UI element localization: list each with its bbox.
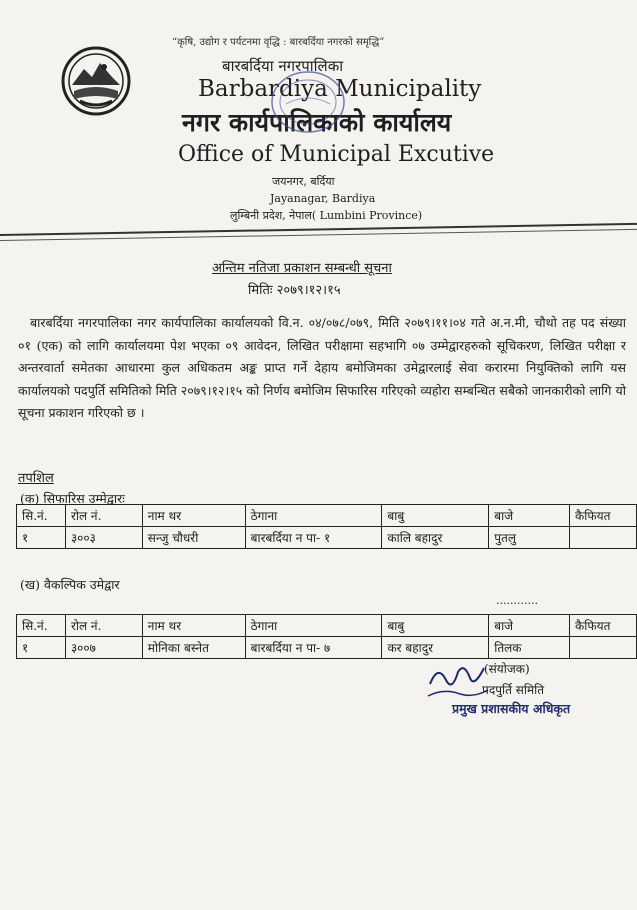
signatory-role: (संयोजक) xyxy=(484,662,530,676)
government-emblem-logo xyxy=(60,45,132,117)
table-row xyxy=(17,637,637,659)
cell-grandfather: पुतलु xyxy=(489,527,570,549)
header-remarks: कैफियत xyxy=(570,505,637,527)
header-father: बाबु xyxy=(382,505,489,527)
cell-remarks xyxy=(570,527,637,549)
recommended-candidates-table xyxy=(16,504,637,549)
cell-father: कर बहादुर xyxy=(382,637,489,659)
address-english: Jayanagar, Bardiya xyxy=(270,192,376,205)
cell-name: मोनिका बस्नेत xyxy=(142,637,245,659)
table-row xyxy=(17,527,637,549)
notice-date: मितिः २०७९।१२।१५ xyxy=(248,283,341,298)
header-address: ठेगाना xyxy=(245,615,382,637)
chief-administrative-officer: प्रमुख प्रशासकीय अधिकृत xyxy=(452,701,571,716)
details-heading: तपशिल xyxy=(18,471,54,486)
notice-title: अन्तिम नतिजा प्रकाशन सम्बन्धी सूचना xyxy=(212,261,392,276)
header-grandfather: बाजे xyxy=(489,615,570,637)
address-nepali: जयनगर, बर्दिया xyxy=(272,175,335,188)
cell-roll: ३००३ xyxy=(65,527,142,549)
cell-name: सन्जु चौधरी xyxy=(142,527,245,549)
letterhead-tagline: “कृषि, उद्योग र पर्यटनमा वृद्धि : बारबर्दिया नगरको समृद्धि” xyxy=(172,37,385,48)
section-a-prefix: (क) xyxy=(20,491,44,506)
alternate-candidates-table xyxy=(16,614,637,659)
header-father: बाबु xyxy=(382,615,489,637)
notice-body: बारबर्दिया नगरपालिका नगर कार्यपालिका कार्यालयको वि.न. ०४/०७८/०७९, मिति २०७९।११।०४ गते अ.न.मी, चौथो तह पद संख्या ०१ (एक) को लागि कार्यालयमा पेश भएका ०९ आवेदन, लिखित परीक्षामा सहभागि ०७ उम्मेद्वारहरुको सूचिकरण, लिखित परीक्षा र अन्तरवार्ता समेतका आधारमा कुल अधिकतम अङ्क प्राप्त गर्ने देहाय बमोजिमका उमेद्वारलाई सेवा करारमा नियुक्तिको लागि यस कार्यालयको पदपुर्ति समितिको मिति २०७९।१२।१५ को निर्णय बमोजिम सिफारिस गरिएको व्यहोरा सम्बन्धित सबैको जानकारीको लागि यो सूचना प्रकाशन गरिएको छ । xyxy=(18,315,626,420)
letterhead-divider-bottom xyxy=(0,229,637,241)
cell-address: बारबर्दिया न पा- १ xyxy=(245,527,382,549)
cell-grandfather: तिलक xyxy=(489,637,570,659)
municipality-name-english: Barbardiya Municipality xyxy=(198,76,482,102)
province-line: लुम्बिनी प्रदेश, नेपाल( Lumbini Province) xyxy=(230,209,423,222)
cell-father: कालि बहादुर xyxy=(382,527,489,549)
dotted-line: ............ xyxy=(496,594,538,607)
header-serial: सि.नं. xyxy=(17,505,66,527)
recruitment-committee: पदपुर्ति समिति xyxy=(482,683,545,697)
header-roll: रोल नं. xyxy=(65,615,142,637)
header-grandfather: बाजे xyxy=(489,505,570,527)
cell-serial: १ xyxy=(17,637,66,659)
header-name: नाम थर xyxy=(142,505,245,527)
table-header-row xyxy=(17,505,637,527)
municipal-stamp xyxy=(268,62,348,142)
header-name: नाम थर xyxy=(142,615,245,637)
section-b-heading: (ख) वैकल्पिक उमेद्वार xyxy=(20,577,120,592)
cell-address: बारबर्दिया न पा- ७ xyxy=(245,637,382,659)
header-roll: रोल नं. xyxy=(65,505,142,527)
office-name-nepali: नगर कार्यपालिकाको कार्यालय xyxy=(182,108,452,137)
section-a-label: सिफारिस उम्मेद्वारः xyxy=(43,491,125,506)
cell-serial: १ xyxy=(17,527,66,549)
office-name-english: Office of Municipal Excutive xyxy=(178,142,495,167)
municipality-name-nepali: बारबर्दिया नगरपालिका xyxy=(222,57,344,75)
header-address: ठेगाना xyxy=(245,505,382,527)
cell-remarks xyxy=(570,637,637,659)
header-serial: सि.नं. xyxy=(17,615,66,637)
table-header-row xyxy=(17,615,637,637)
header-remarks: कैफियत xyxy=(570,615,637,637)
cell-roll: ३००७ xyxy=(65,637,142,659)
